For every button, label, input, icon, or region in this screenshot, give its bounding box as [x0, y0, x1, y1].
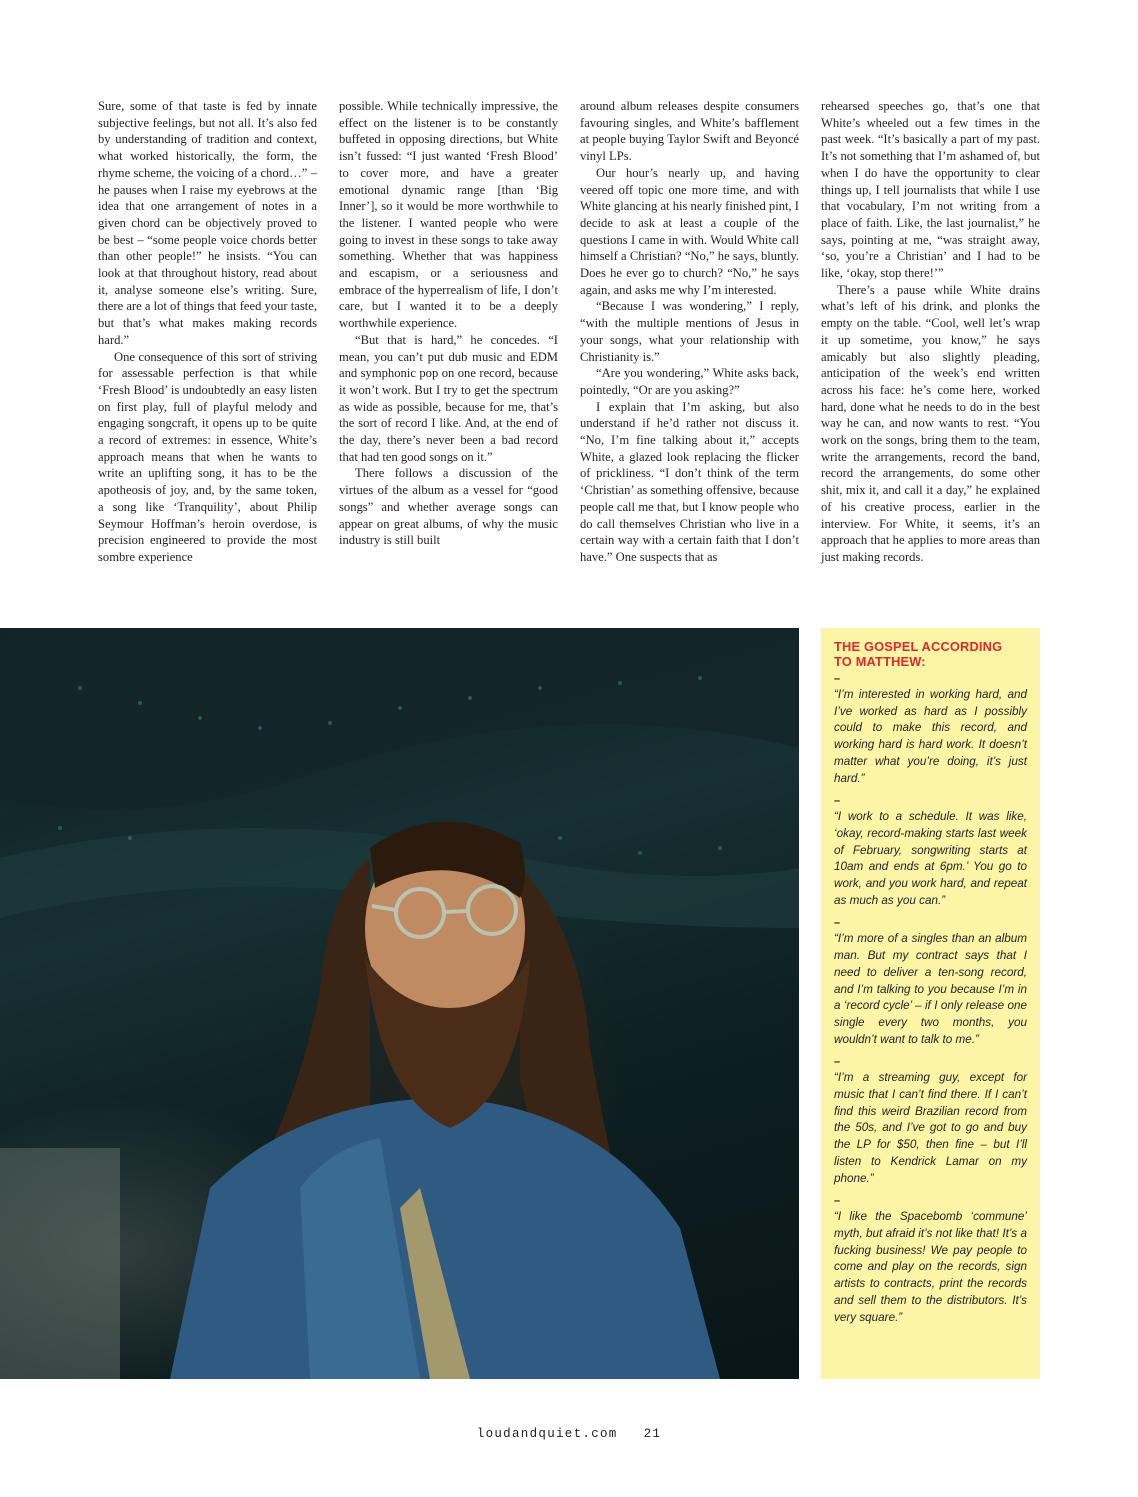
paragraph: Sure, some of that taste is fed by innate subjective feelings, but not all. It’s also fed by understanding of tradition and context, what worked historically, the form, the rhyme scheme, the voicing of a chord…” – he pauses when I raise my eyebrows at the idea that one arrangement of notes in a given chord can be objectively proved to be best – “some people voice chords better than other people!” he insists. “You can look at that throughout history, read about it, analyse someone else’s writing. Sure, there are a lot of things that feed your taste, but that’s what makes making records hard.”	[98, 99, 317, 347]
paragraph: One consequence of this sort of striving for assessable perfection is that while ‘Fresh Blood’ is undoubtedly an easy listen on first play, full of playful melody and engaging songcraft, it opens up to be quite a record of extremes: in essence, White’s approach means that when he wants to write an uplifting song, it has to be the apotheosis of joy, and, by the same token, a song like ‘Tranquility’, about Philip Seymour Hoffman’s heroin overdose, is precision engineered to provide the most sombre experience	[98, 349, 317, 564]
paragraph: “Are you wondering,” White asks back, pointedly, “Or are you asking?”	[580, 366, 799, 397]
article-column-4	[821, 98, 1040, 566]
paragraph: “Because I was wondering,” I reply, “with the multiple mentions of Jesus in your songs, what your relationship with Christianity is.”	[580, 299, 799, 364]
quote-sidebar	[821, 628, 1040, 1379]
paragraph: I explain that I’m asking, but also understand if he’d rather not discuss it. “No, I’m fine talking about it,” accepts White, a glazed look replacing the flicker of prickliness. “I don’t think of the term ‘Christian’ as something offensive, because people call me that, but I know people who do call themselves Christian who live in a certain way with a certain faith that I don’t have.” One suspects that as	[580, 399, 799, 564]
quote: “I’m a streaming guy, except for music that I can’t find there. If I can’t find this weird Brazilian record from the 50s, and I’ve got to go and buy the LP for $50, then fine – but I’ll listen to Kendrick Lamar on my phone.”	[834, 1071, 1027, 1185]
page-footer	[0, 1427, 1138, 1441]
paragraph: There’s a pause while White drains what’s left of his drink, and plonks the empty on the table. “Cool, well let’s wrap it up sometime, you know,” he says amicably but also slightly pleading, anticipation of the week’s end written across his face: he’s come here, worked hard, done what he needs to do in the best way he can, and now wants to rest. “You work on the songs, bring them to the team, write the arrangements, record the band, record the arrangements, do some other shit, mix it, and call it a day,” he explained of his creative process, earlier in the interview. For White, it seems, it’s an approach that he applies to more areas than just making records.	[821, 282, 1040, 564]
quote: “I work to a schedule. It was like, ‘okay, record-making starts last week of February, songwriting starts at 10am and ends at 6pm.’ You go to work, and you work hard, and repeat as much as you can.”	[834, 810, 1027, 907]
page-number: 21	[643, 1427, 662, 1441]
separator-dash: –	[834, 673, 841, 685]
sidebar-title	[834, 639, 1027, 669]
sidebar-title-line-1: THE GOSPEL ACCORDING	[834, 639, 1003, 654]
quote: “I’m more of a singles than an album man. But my contract says that I need to deliver a ten-song record, and I’m talking to you because I’m in a ‘record cycle’ – if I only release one single every two months, you wouldn’t want to talk to me.”	[834, 932, 1027, 1046]
paragraph: around album releases despite consumers favouring singles, and White’s bafflement at people buying Taylor Swift and Beyoncé vinyl LPs.	[580, 99, 799, 164]
separator-dash: –	[834, 1195, 841, 1208]
portrait-illustration	[0, 628, 799, 1379]
separator-dash: –	[834, 917, 841, 930]
quote: “I’m interested in working hard, and I’ve worked as hard as I possibly could to make this record, and working hard is hard work. It doesn’t matter what you’re doing, it’s just hard.”	[834, 688, 1027, 785]
separator-dash: –	[834, 1056, 841, 1069]
paragraph: possible. While technically impressive, the effect on the listener is to be constantly buffeted in opposing directions, but White isn’t fussed: “I just wanted ‘Fresh Blood’ to cover more, and have a greater emotional dynamic range [than ‘Big Inner’], so it would be more worthwhile to the listener. I wanted people who were going to invest in these songs to take away something. Whether that was happiness and escapism, or a seriousness and embrace of the hyperrealism of life, I don’t care, but I wanted it to be a deeply worthwhile experience.	[339, 99, 558, 331]
quote: “I like the Spacebomb ‘commune’ myth, but afraid it’s not like that! It’s a fucking business! We pay people to come and play on the records, sign artists to contracts, print the records and sell them to the distributors. It’s very square.”	[834, 1210, 1027, 1324]
article-column-3	[580, 98, 799, 566]
paragraph: “But that is hard,” he concedes. “I mean, you can’t put dub music and EDM and symphonic pop on one record, because it won’t work. But I try to get the spectrum as wide as possible, because for me, that’s the sort of record I like. And, at the end of the day, there’s never been a bad record that had ten good songs on it.”	[339, 332, 558, 464]
paragraph: Our hour’s nearly up, and having veered off topic one more time, and with White glancing at his nearly finished pint, I decide to ask at least a couple of the questions I came in with. Would White call himself a Christian? “No,” he says, bluntly. Does he ever go to church? “No,” he says again, and asks me why I’m interested.	[580, 165, 799, 297]
separator-dash: –	[834, 795, 841, 808]
paragraph: rehearsed speeches go, that’s one that White’s wheeled out a few times in the past week. “It’s basically a part of my past. It’s not something that I’m ashamed of, but when I do have the opportunity to clear things up, I tell journalists that while I use that vocabulary, I’m not writing from a place of faith. Like, the last journalist,” he says, pointing at me, “was straight away, ‘so, you’re a Christian’ and I had to be like, ‘okay, stop there!’”	[821, 99, 1040, 281]
article-column-1	[98, 98, 317, 566]
sidebar-title-line-2: TO MATTHEW:	[834, 654, 926, 669]
footer-site: loudandquiet.com	[476, 1427, 618, 1441]
portrait-photo	[0, 628, 799, 1379]
paragraph: There follows a discussion of the virtues of the album as a vessel for “good songs” and whether average songs can appear on great albums, of why the music industry is still built	[339, 466, 558, 548]
article-column-2	[339, 98, 558, 549]
